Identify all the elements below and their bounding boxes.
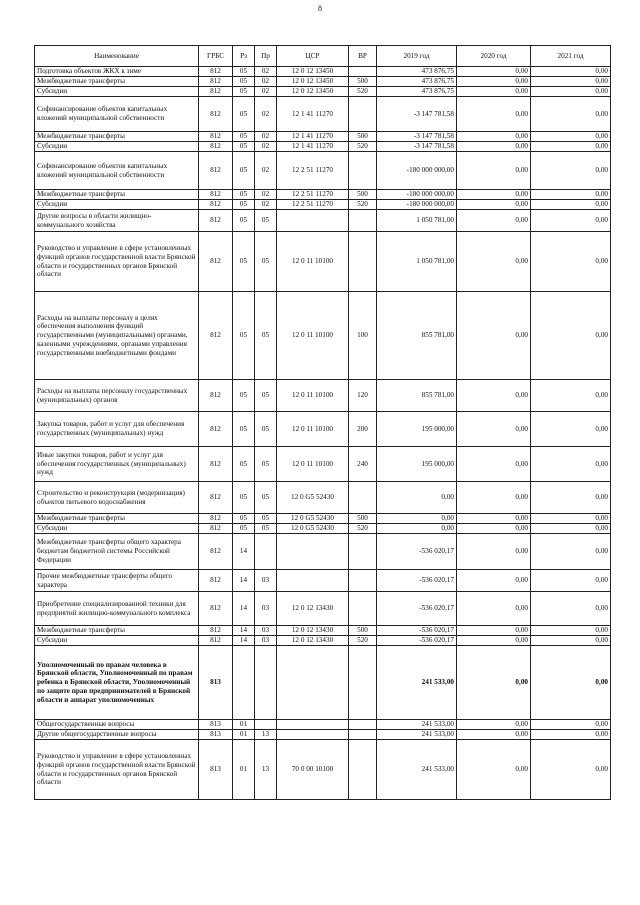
table-row <box>35 592 611 626</box>
cell-csr: 12 0 12 13430 <box>277 592 349 626</box>
cell-vr: 520 <box>349 636 377 646</box>
cell-2020: 0,00 <box>457 730 531 740</box>
cell-2019: -536 020,17 <box>377 592 457 626</box>
cell-csr: 12 0 12 13450 <box>277 77 349 87</box>
cell-2021: 0,00 <box>531 152 611 190</box>
cell-pr <box>255 646 277 720</box>
cell-pr: 13 <box>255 740 277 800</box>
cell-pr: 05 <box>255 482 277 514</box>
cell-name: Межбюджетные трансферты <box>35 190 199 200</box>
table-row <box>35 524 611 534</box>
cell-vr <box>349 592 377 626</box>
cell-pr: 03 <box>255 592 277 626</box>
cell-vr: 520 <box>349 524 377 534</box>
cell-2021: 0,00 <box>531 592 611 626</box>
cell-rz: 05 <box>233 132 255 142</box>
table-row <box>35 77 611 87</box>
cell-vr <box>349 570 377 592</box>
cell-pr: 03 <box>255 570 277 592</box>
cell-grbs: 812 <box>199 447 233 482</box>
cell-2020: 0,00 <box>457 87 531 97</box>
cell-2019: 473 876,75 <box>377 77 457 87</box>
cell-rz: 05 <box>233 142 255 152</box>
cell-2021: 0,00 <box>531 447 611 482</box>
cell-pr: 02 <box>255 132 277 142</box>
cell-2019: -536 020,17 <box>377 636 457 646</box>
cell-2020: 0,00 <box>457 482 531 514</box>
cell-grbs: 812 <box>199 514 233 524</box>
cell-2021: 0,00 <box>531 626 611 636</box>
table-row <box>35 730 611 740</box>
table-row <box>35 570 611 592</box>
cell-name: Закупка товаров, работ и услуг для обеспечения государственных (муниципальных) нужд <box>35 412 199 447</box>
cell-2019: -536 020,17 <box>377 570 457 592</box>
page-number: 8 <box>318 4 322 13</box>
table-row <box>35 514 611 524</box>
table-row <box>35 97 611 132</box>
cell-name: Строительство и реконструкция (модернизация) объектов питьевого водоснабжения <box>35 482 199 514</box>
cell-name: Субсидии <box>35 142 199 152</box>
table-row <box>35 142 611 152</box>
cell-vr: 500 <box>349 132 377 142</box>
cell-vr: 520 <box>349 200 377 210</box>
cell-2021: 0,00 <box>531 412 611 447</box>
cell-2020: 0,00 <box>457 412 531 447</box>
cell-rz: 05 <box>233 412 255 447</box>
cell-2021: 0,00 <box>531 730 611 740</box>
cell-rz: 05 <box>233 232 255 292</box>
cell-name: Межбюджетные трансферты общего характера бюджетам бюджетной системы Российской Федерации <box>35 534 199 570</box>
cell-rz: 14 <box>233 592 255 626</box>
cell-2020: 0,00 <box>457 292 531 380</box>
cell-rz: 05 <box>233 380 255 412</box>
cell-rz: 14 <box>233 636 255 646</box>
cell-grbs: 812 <box>199 97 233 132</box>
cell-csr: 12 0 G5 52430 <box>277 514 349 524</box>
cell-pr: 02 <box>255 152 277 190</box>
cell-2019: 0,00 <box>377 524 457 534</box>
cell-vr <box>349 97 377 132</box>
cell-rz: 05 <box>233 190 255 200</box>
cell-2020: 0,00 <box>457 97 531 132</box>
cell-2020: 0,00 <box>457 626 531 636</box>
cell-rz: 01 <box>233 730 255 740</box>
cell-grbs: 812 <box>199 636 233 646</box>
cell-vr <box>349 67 377 77</box>
cell-rz: 05 <box>233 97 255 132</box>
header-rz: Рз <box>233 46 255 67</box>
cell-name: Субсидии <box>35 636 199 646</box>
header-2019: 2019 год <box>377 46 457 67</box>
cell-grbs: 812 <box>199 412 233 447</box>
cell-csr <box>277 534 349 570</box>
table-row <box>35 210 611 232</box>
cell-2019: -3 147 781,58 <box>377 132 457 142</box>
cell-2021: 0,00 <box>531 482 611 514</box>
cell-2021: 0,00 <box>531 67 611 77</box>
cell-name: Иные закупки товаров, работ и услуг для обеспечения государственных (муниципальных) нужд <box>35 447 199 482</box>
cell-2020: 0,00 <box>457 77 531 87</box>
header-pr: Пр <box>255 46 277 67</box>
cell-pr <box>255 720 277 730</box>
table-row <box>35 636 611 646</box>
cell-csr: 12 2 51 11270 <box>277 190 349 200</box>
cell-grbs: 812 <box>199 200 233 210</box>
cell-grbs: 812 <box>199 482 233 514</box>
cell-2021: 0,00 <box>531 720 611 730</box>
cell-name: Субсидии <box>35 87 199 97</box>
cell-csr <box>277 570 349 592</box>
budget-table <box>34 45 611 800</box>
cell-2020: 0,00 <box>457 210 531 232</box>
cell-rz: 05 <box>233 200 255 210</box>
cell-rz: 05 <box>233 447 255 482</box>
cell-name: Уполномоченный по правам человека в Брянской области, Уполномоченный по правам ребенка в Брянской области, Уполномоченный по защите прав предпринимателей в Брянской области и аппарат уполномоченных <box>35 646 199 720</box>
cell-2021: 0,00 <box>531 190 611 200</box>
cell-rz: 05 <box>233 210 255 232</box>
cell-csr: 12 0 G5 52430 <box>277 524 349 534</box>
cell-2021: 0,00 <box>531 636 611 646</box>
cell-pr: 02 <box>255 142 277 152</box>
cell-2021: 0,00 <box>531 77 611 87</box>
cell-grbs: 813 <box>199 646 233 720</box>
cell-pr: 03 <box>255 626 277 636</box>
cell-vr <box>349 482 377 514</box>
cell-vr <box>349 210 377 232</box>
header-grbs: ГРБС <box>199 46 233 67</box>
cell-2019: -3 147 781,58 <box>377 97 457 132</box>
cell-2019: 0,00 <box>377 482 457 514</box>
cell-name: Другие общегосударственные вопросы <box>35 730 199 740</box>
cell-2021: 0,00 <box>531 200 611 210</box>
cell-pr: 05 <box>255 232 277 292</box>
table-row <box>35 412 611 447</box>
cell-name: Межбюджетные трансферты <box>35 132 199 142</box>
cell-vr <box>349 232 377 292</box>
header-csr: ЦСР <box>277 46 349 67</box>
cell-grbs: 812 <box>199 232 233 292</box>
table-row <box>35 720 611 730</box>
cell-csr: 12 1 41 11270 <box>277 132 349 142</box>
table-row <box>35 292 611 380</box>
cell-csr: 12 0 12 13430 <box>277 636 349 646</box>
cell-grbs: 812 <box>199 152 233 190</box>
cell-vr: 500 <box>349 190 377 200</box>
cell-2020: 0,00 <box>457 646 531 720</box>
cell-2021: 0,00 <box>531 232 611 292</box>
cell-name: Софинансирование объектов капитальных вложений муниципальной собственности <box>35 97 199 132</box>
cell-2019: -536 020,17 <box>377 534 457 570</box>
cell-2021: 0,00 <box>531 740 611 800</box>
cell-2019: 241 533,00 <box>377 740 457 800</box>
cell-2020: 0,00 <box>457 200 531 210</box>
cell-name: Межбюджетные трансферты <box>35 514 199 524</box>
cell-vr: 520 <box>349 142 377 152</box>
cell-grbs: 812 <box>199 190 233 200</box>
cell-name: Субсидии <box>35 524 199 534</box>
cell-rz: 14 <box>233 534 255 570</box>
cell-pr: 02 <box>255 200 277 210</box>
table-header <box>35 46 611 67</box>
cell-2021: 0,00 <box>531 210 611 232</box>
cell-2020: 0,00 <box>457 152 531 190</box>
cell-rz <box>233 646 255 720</box>
cell-vr <box>349 720 377 730</box>
table-row <box>35 232 611 292</box>
cell-csr: 12 1 41 11270 <box>277 97 349 132</box>
cell-2019: 855 781,00 <box>377 380 457 412</box>
cell-name: Межбюджетные трансферты <box>35 626 199 636</box>
cell-2019: -3 147 781,58 <box>377 142 457 152</box>
cell-csr <box>277 646 349 720</box>
cell-grbs: 813 <box>199 740 233 800</box>
table-row <box>35 200 611 210</box>
cell-rz: 05 <box>233 482 255 514</box>
cell-2021: 0,00 <box>531 524 611 534</box>
cell-2021: 0,00 <box>531 380 611 412</box>
cell-grbs: 812 <box>199 67 233 77</box>
cell-vr <box>349 646 377 720</box>
table-row <box>35 534 611 570</box>
cell-2020: 0,00 <box>457 67 531 77</box>
cell-name: Расходы на выплаты персоналу в целях обеспечения выполнения функций государственными (муниципальными) органами, казенными учреждениями, органами управления государственными внебюджетными фондами <box>35 292 199 380</box>
cell-2020: 0,00 <box>457 592 531 626</box>
cell-vr <box>349 730 377 740</box>
cell-grbs: 812 <box>199 210 233 232</box>
cell-2020: 0,00 <box>457 142 531 152</box>
cell-2021: 0,00 <box>531 646 611 720</box>
cell-pr: 02 <box>255 190 277 200</box>
cell-grbs: 812 <box>199 570 233 592</box>
cell-csr: 12 2 51 11270 <box>277 200 349 210</box>
cell-2021: 0,00 <box>531 87 611 97</box>
cell-grbs: 813 <box>199 720 233 730</box>
table-row <box>35 190 611 200</box>
cell-2020: 0,00 <box>457 447 531 482</box>
cell-name: Расходы на выплаты персоналу государственных (муниципальных) органов <box>35 380 199 412</box>
cell-2021: 0,00 <box>531 142 611 152</box>
table-row <box>35 626 611 636</box>
cell-pr: 13 <box>255 730 277 740</box>
cell-csr: 12 0 12 13450 <box>277 67 349 77</box>
cell-grbs: 812 <box>199 524 233 534</box>
cell-rz: 14 <box>233 626 255 636</box>
cell-2020: 0,00 <box>457 514 531 524</box>
cell-name: Прочие межбюджетные трансферты общего характера <box>35 570 199 592</box>
cell-pr: 02 <box>255 87 277 97</box>
cell-name: Подготовка объектов ЖКХ к зиме <box>35 67 199 77</box>
cell-2019: 473 876,75 <box>377 87 457 97</box>
cell-2019: -180 000 000,00 <box>377 152 457 190</box>
cell-pr: 03 <box>255 636 277 646</box>
cell-grbs: 812 <box>199 592 233 626</box>
cell-grbs: 812 <box>199 142 233 152</box>
cell-2019: 1 050 781,00 <box>377 232 457 292</box>
cell-2020: 0,00 <box>457 636 531 646</box>
cell-vr: 240 <box>349 447 377 482</box>
table-row <box>35 67 611 77</box>
cell-2020: 0,00 <box>457 524 531 534</box>
table-row <box>35 380 611 412</box>
cell-pr: 05 <box>255 292 277 380</box>
table-row <box>35 152 611 190</box>
cell-vr <box>349 534 377 570</box>
cell-csr <box>277 730 349 740</box>
cell-2020: 0,00 <box>457 132 531 142</box>
cell-pr: 05 <box>255 524 277 534</box>
table-body <box>35 67 611 800</box>
cell-rz: 05 <box>233 514 255 524</box>
cell-name: Другие вопросы в области жилищно-коммунального хозяйства <box>35 210 199 232</box>
cell-grbs: 812 <box>199 77 233 87</box>
cell-grbs: 812 <box>199 534 233 570</box>
cell-2019: 473 876,75 <box>377 67 457 77</box>
cell-2021: 0,00 <box>531 514 611 524</box>
cell-rz: 05 <box>233 524 255 534</box>
cell-csr <box>277 210 349 232</box>
cell-name: Приобретение специализированной техники для предприятий жилищно-коммунального комплекса <box>35 592 199 626</box>
cell-name: Руководство и управление в сфере установленных функций органов государственной власти Брянской области и государственных органов Брянской области <box>35 740 199 800</box>
cell-rz: 05 <box>233 152 255 190</box>
cell-vr: 500 <box>349 514 377 524</box>
table-row <box>35 482 611 514</box>
cell-csr: 12 0 12 13430 <box>277 626 349 636</box>
cell-2020: 0,00 <box>457 570 531 592</box>
cell-csr <box>277 720 349 730</box>
cell-csr: 12 1 41 11270 <box>277 142 349 152</box>
header-2020: 2020 год <box>457 46 531 67</box>
cell-2020: 0,00 <box>457 232 531 292</box>
header-vr: ВР <box>349 46 377 67</box>
cell-vr: 200 <box>349 412 377 447</box>
cell-pr: 02 <box>255 67 277 77</box>
cell-rz: 01 <box>233 740 255 800</box>
cell-pr: 05 <box>255 210 277 232</box>
cell-pr: 05 <box>255 412 277 447</box>
cell-csr: 12 0 11 10100 <box>277 292 349 380</box>
cell-grbs: 812 <box>199 292 233 380</box>
cell-pr: 02 <box>255 77 277 87</box>
cell-csr: 12 0 11 10100 <box>277 380 349 412</box>
cell-pr: 05 <box>255 447 277 482</box>
cell-2019: 195 000,00 <box>377 412 457 447</box>
cell-pr: 05 <box>255 380 277 412</box>
cell-rz: 14 <box>233 570 255 592</box>
cell-pr <box>255 534 277 570</box>
cell-vr: 500 <box>349 77 377 87</box>
cell-csr: 12 0 11 10100 <box>277 412 349 447</box>
cell-grbs: 813 <box>199 730 233 740</box>
cell-grbs: 812 <box>199 626 233 636</box>
cell-2019: -180 000 000,00 <box>377 200 457 210</box>
cell-2021: 0,00 <box>531 97 611 132</box>
cell-rz: 01 <box>233 720 255 730</box>
cell-2021: 0,00 <box>531 292 611 380</box>
cell-2020: 0,00 <box>457 740 531 800</box>
cell-rz: 05 <box>233 87 255 97</box>
cell-name: Софинансирование объектов капитальных вложений муниципальной собственности <box>35 152 199 190</box>
cell-rz: 05 <box>233 292 255 380</box>
cell-csr: 12 0 11 10100 <box>277 447 349 482</box>
cell-csr: 70 0 00 10100 <box>277 740 349 800</box>
cell-2019: 241 533,00 <box>377 720 457 730</box>
cell-csr: 12 2 51 11270 <box>277 152 349 190</box>
cell-name: Общегосударственные вопросы <box>35 720 199 730</box>
cell-grbs: 812 <box>199 132 233 142</box>
cell-2021: 0,00 <box>531 570 611 592</box>
cell-pr: 05 <box>255 514 277 524</box>
cell-2019: 195 000,00 <box>377 447 457 482</box>
cell-2019: 241 533,00 <box>377 730 457 740</box>
cell-2021: 0,00 <box>531 534 611 570</box>
cell-2020: 0,00 <box>457 380 531 412</box>
cell-vr <box>349 740 377 800</box>
cell-2019: 1 050 781,00 <box>377 210 457 232</box>
table-row <box>35 87 611 97</box>
header-2021: 2021 год <box>531 46 611 67</box>
cell-rz: 05 <box>233 77 255 87</box>
cell-2020: 0,00 <box>457 190 531 200</box>
cell-2021: 0,00 <box>531 132 611 142</box>
cell-csr: 12 0 11 10100 <box>277 232 349 292</box>
cell-2019: 241 533,00 <box>377 646 457 720</box>
cell-name: Руководство и управление в сфере установленных функций органов государственной власти Брянской области и государственных органов Брянской области <box>35 232 199 292</box>
cell-2019: -180 000 000,00 <box>377 190 457 200</box>
cell-vr <box>349 152 377 190</box>
cell-2019: 855 781,00 <box>377 292 457 380</box>
table-row <box>35 646 611 720</box>
cell-csr: 12 0 G5 52430 <box>277 482 349 514</box>
cell-csr: 12 0 12 13450 <box>277 87 349 97</box>
cell-name: Субсидии <box>35 200 199 210</box>
cell-rz: 05 <box>233 67 255 77</box>
cell-2019: -536 020,17 <box>377 626 457 636</box>
cell-grbs: 812 <box>199 87 233 97</box>
table-row <box>35 132 611 142</box>
table-row <box>35 740 611 800</box>
header-name: Наименование <box>35 46 199 67</box>
cell-2020: 0,00 <box>457 720 531 730</box>
cell-vr: 520 <box>349 87 377 97</box>
cell-pr: 02 <box>255 97 277 132</box>
cell-vr: 120 <box>349 380 377 412</box>
cell-grbs: 812 <box>199 380 233 412</box>
cell-name: Межбюджетные трансферты <box>35 77 199 87</box>
cell-vr: 500 <box>349 626 377 636</box>
cell-vr: 100 <box>349 292 377 380</box>
table-row <box>35 447 611 482</box>
cell-2020: 0,00 <box>457 534 531 570</box>
cell-2019: 0,00 <box>377 514 457 524</box>
